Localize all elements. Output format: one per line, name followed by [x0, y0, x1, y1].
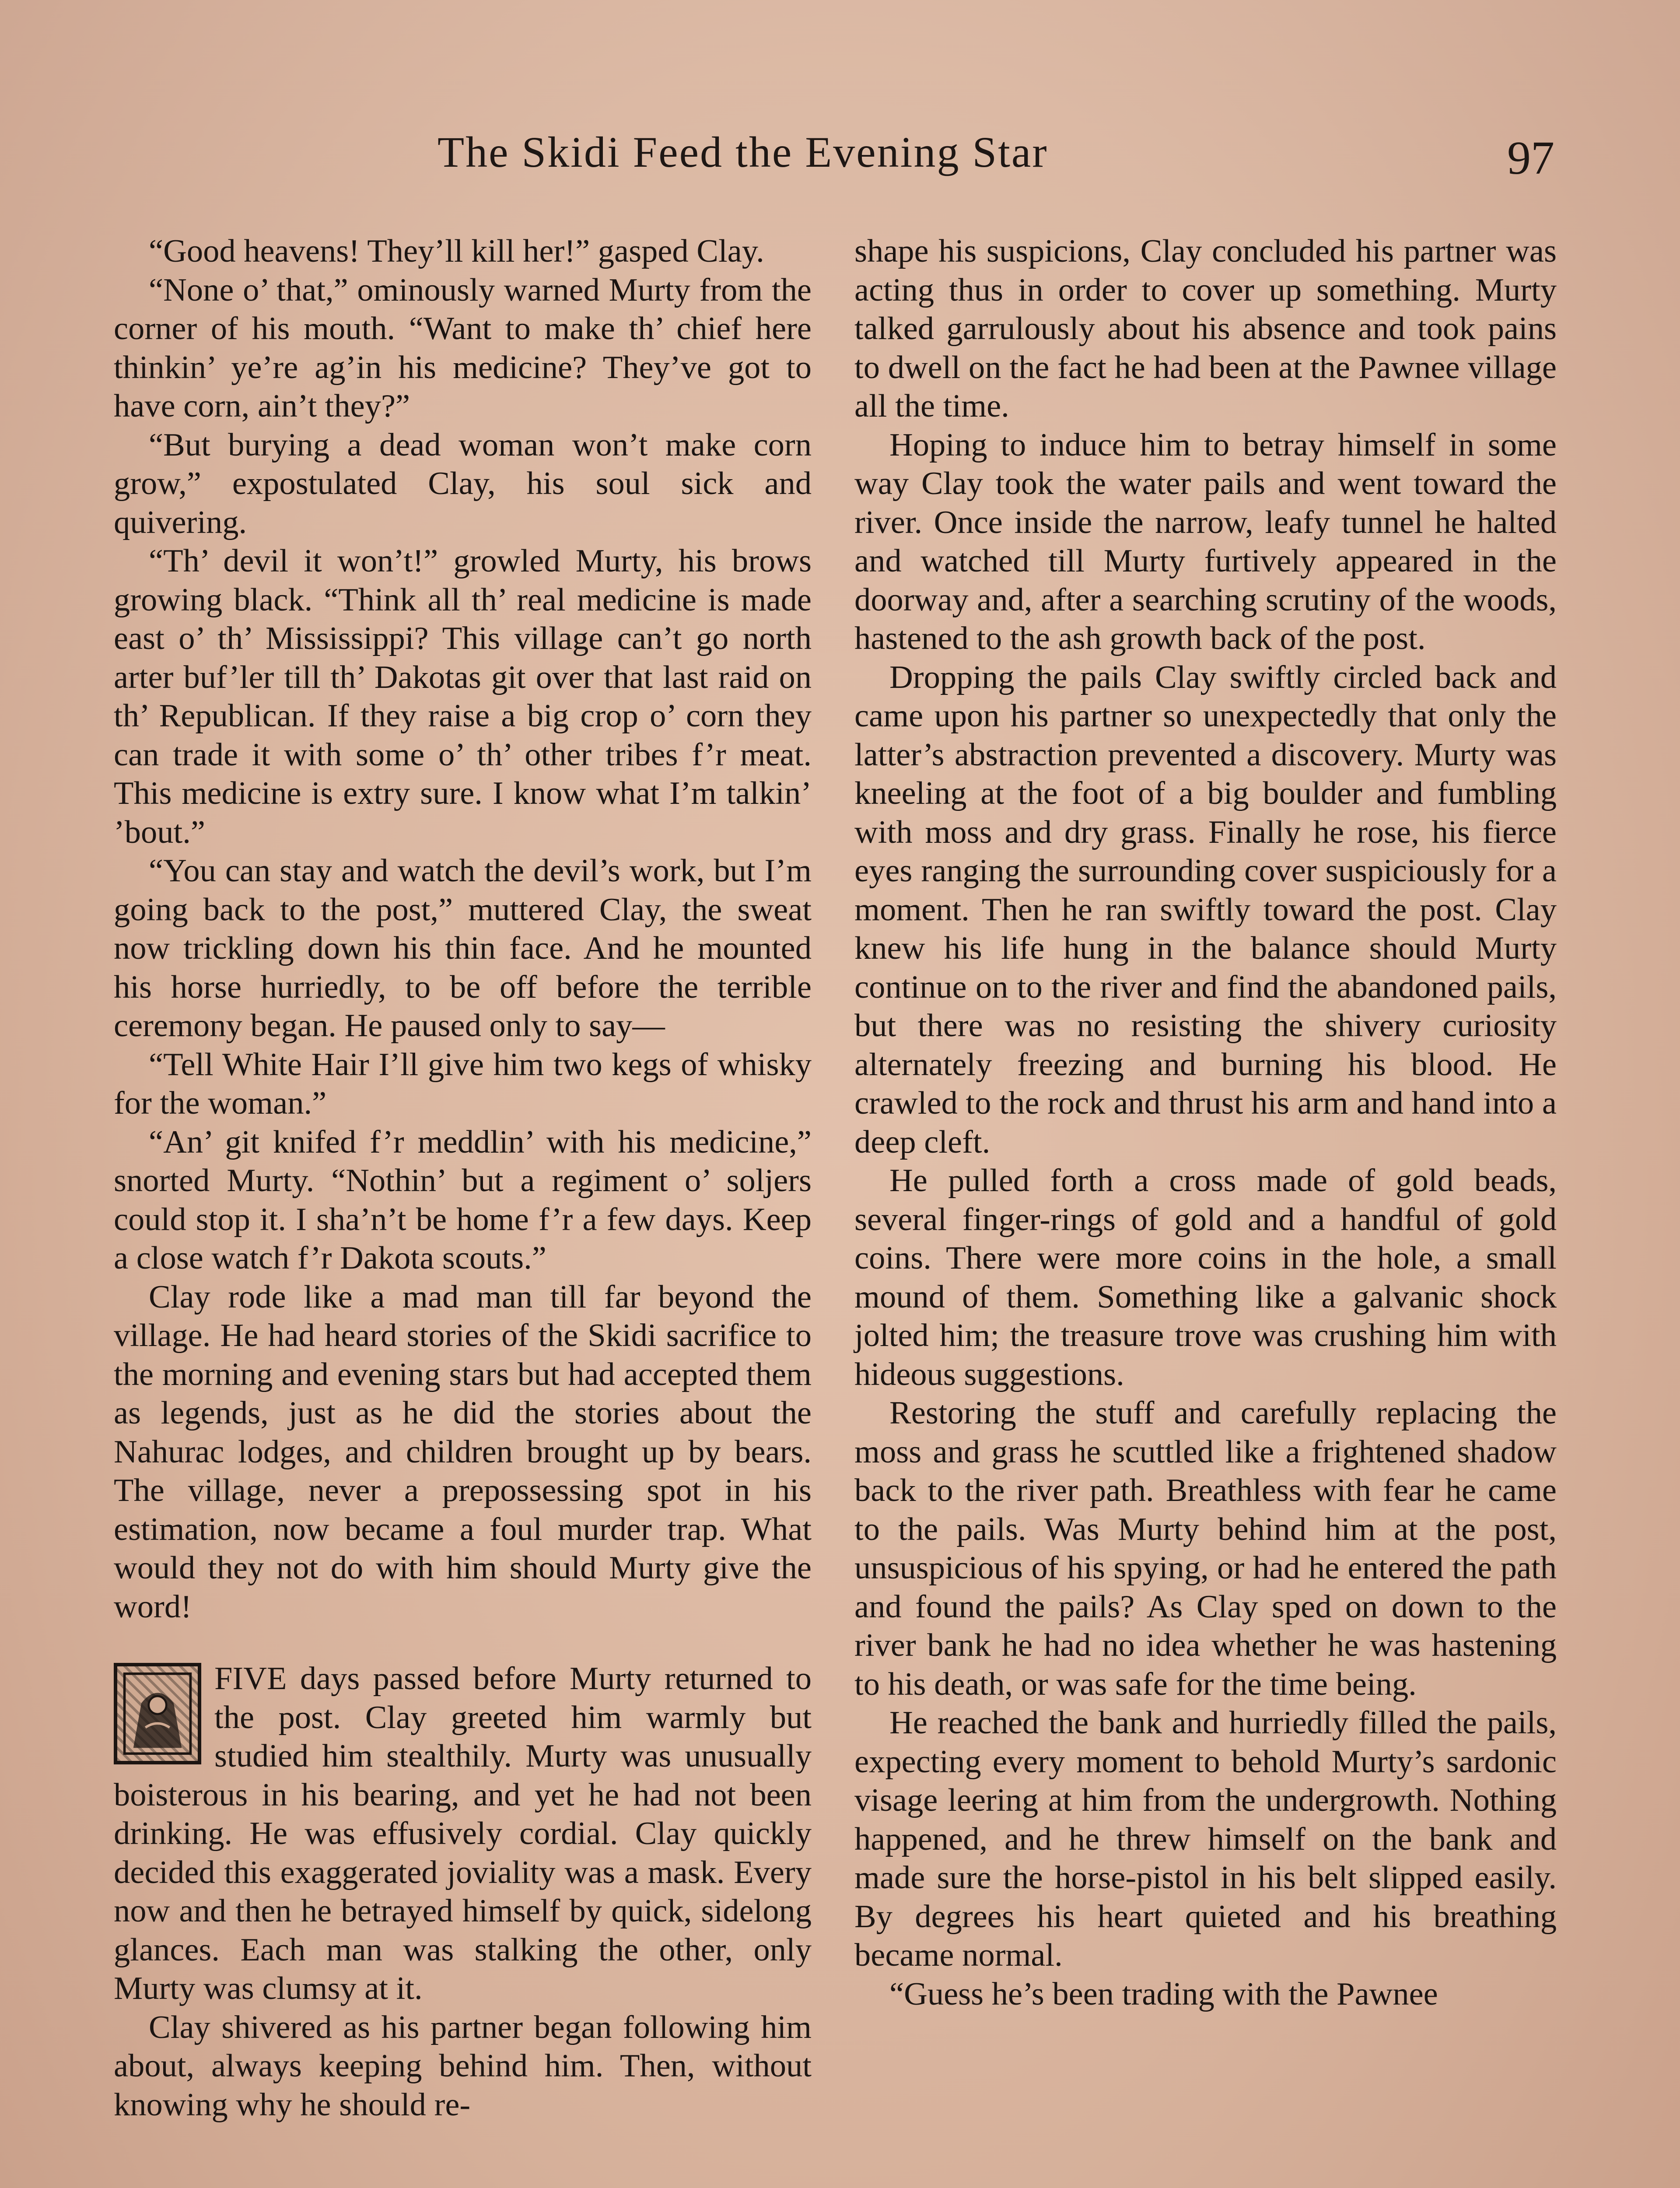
left-text-column: [114, 232, 812, 2124]
continued-paragraph: shape his suspicions, Clay concluded his partner was acting thus in order to cover up something. Murty talked garrulously about his absence and took pains to dwell on the fact he had been at the Pawnee village all the time.: [854, 233, 1557, 424]
paragraph: “An’ git knifed f’r meddlin’ with his medicine,” snorted Murty. “Nothin’ but a regiment o’ soljers could stop it. I sha’n’t be home f’r a few days. Keep a close watch f’r Dakota scouts.”: [114, 1124, 812, 1276]
page-number: 97: [1507, 132, 1554, 184]
paragraph: Hoping to induce him to betray himself in some way Clay took the water pails and went toward the river. Once inside the narrow, leafy tunnel he halted and watched till Murty furtively appeared in the doorway and, after a searching scrutiny of the woods, hastened to the ash growth back of the post.: [854, 427, 1557, 656]
paragraph: He reached the bank and hurriedly filled the pails, expecting every moment to behold Murty’s sardonic visage leering at him from the undergrowth. Nothing happened, and he threw himself on the bank and made sure the horse-pistol in his belt slipped easily. By degrees his heart quieted and his breathing became normal.: [854, 1705, 1557, 1973]
paragraph: Restoring the stuff and carefully replacing the moss and grass he scuttled like a frightened shadow back to the river path. Breathless with fear he came to the pails. Was Murty behind him at the post, unsuspicious of his spying, or had he entered the path and found the pails? As Clay sped on down to the river bank he had no idea whether he was hastening to his death, or was safe for the time being.: [854, 1395, 1557, 1702]
paragraph: “But burying a dead woman won’t make corn grow,” expostulated Clay, his soul sick and quivering.: [114, 427, 812, 540]
paragraph: “None o’ that,” ominously warned Murty from the corner of his mouth. “Want to make th’ chief here thinkin’ ye’re ag’in his medicine? They’ve got to have corn, ain’t they?”: [114, 272, 812, 424]
paragraph: He pulled forth a cross made of gold beads, several finger-rings of gold and a handful of gold coins. There were more coins in the hole, a small mound of them. Something like a galvanic shock jolted him; the treasure trove was crushing him with hideous suggestions.: [854, 1163, 1557, 1392]
right-text-column: [854, 232, 1557, 2013]
section-break: [114, 1626, 812, 1659]
paragraph: “Tell White Hair I’ll give him two kegs of whisky for the woman.”: [114, 1046, 812, 1121]
paragraph: “You can stay and watch the devil’s work, but I’m going back to the post,” muttered Clay, the sweat now trickling down his thin face. And he mounted his horse hurriedly, to be off before the terrible ceremony began. He paused only to say—: [114, 853, 812, 1044]
decorative-initial-icon: [114, 1663, 201, 1764]
paragraph: Clay rode like a mad man till far beyond the village. He had heard stories of the Skidi sacrifice to the morning and evening stars but had accepted them as legends, just as he did the stories about the Nahurac lodges, and children brought up by bears. The village, never a prepossessing spot in his estimation, now became a foul murder trap. What would they not do with him should Murty give the word!: [114, 1279, 812, 1625]
paragraph: “Guess he’s been trading with the Pawnee: [889, 1976, 1438, 2012]
section-opening-paragraph: FIVE days passed before Murty returned to the post. Clay greeted him warmly but studied him stealthily. Murty was unusually boisterous in his bearing, and yet he had not been drinking. He was effusively cordial. Clay quickly decided this exaggerated joviality was a mask. Every now and then he betrayed himself by quick, sidelong glances. Each man was stalking the other, only Murty was clumsy at it.: [114, 1661, 812, 2006]
paragraph: Dropping the pails Clay swiftly circled back and came upon his partner so unexpectedly that only the latter’s abstraction prevented a discovery. Murty was kneeling at the foot of a big boulder and fumbling with moss and dry grass. Finally he rose, his fierce eyes ranging the surrounding cover suspiciously for a moment. Then he ran swiftly toward the post. Clay knew his life hung in the balance should Murty continue on to the river and find the abandoned pails, but there was no resisting the shivery curiosity alternately freezing and burning his blood. He crawled to the rock and thrust his arm and hand into a deep cleft.: [854, 659, 1557, 1160]
paragraph: Clay shivered as his partner began following him about, always keeping behind him. Then, without knowing why he should re-: [114, 2009, 812, 2123]
paragraph: “Good heavens! They’ll kill her!” gasped Clay.: [149, 233, 764, 269]
running-header-title: The Skidi Feed the Evening Star: [438, 128, 1048, 176]
paragraph: “Th’ devil it won’t!” growled Murty, his brows growing black. “Think all th’ real medicine is made east o’ th’ Mississippi? This village can’t go north arter buf’ler till th’ Dakotas git over that last raid on th’ Republican. If they raise a big crop o’ corn they can trade it with some o’ th’ other tribes f’r meat. This medicine is extry sure. I know what I’m talkin’ ’bout.”: [114, 543, 812, 850]
